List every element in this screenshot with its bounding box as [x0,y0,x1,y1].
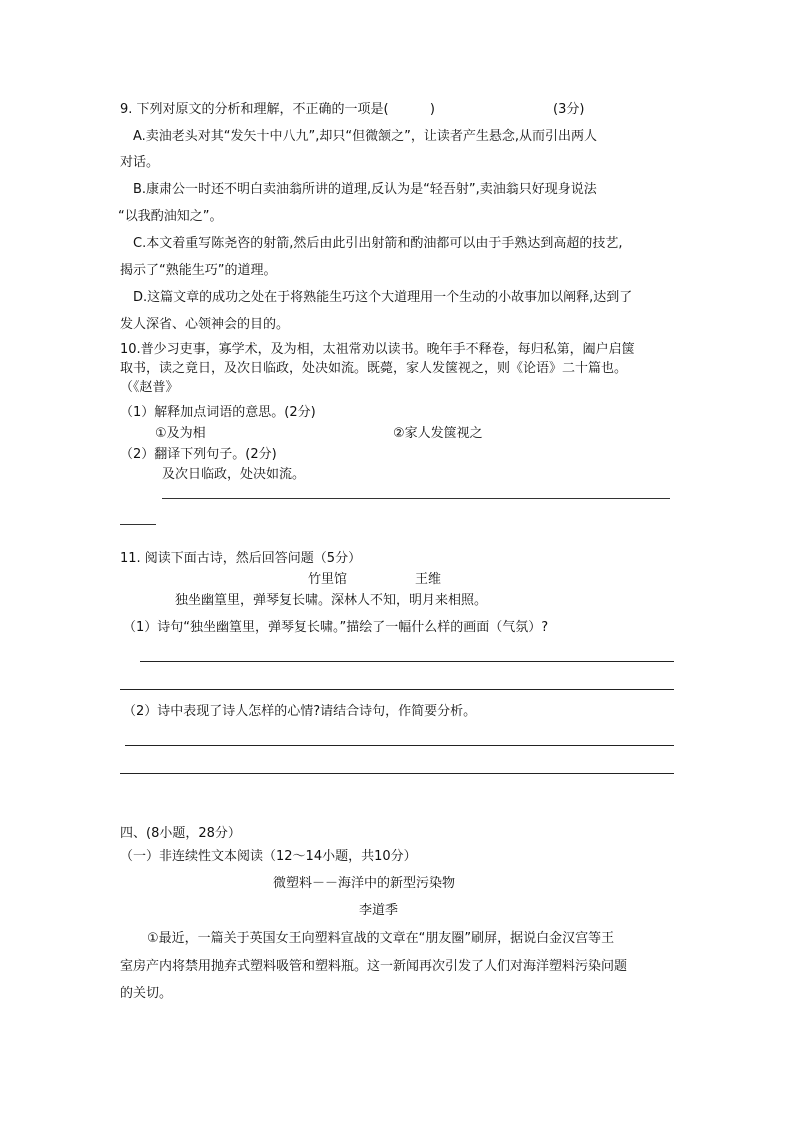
section4-heading: 四、(8小题，28分） [120,826,241,841]
q9-option-b-cont: “以我酌油知之”。 [118,209,223,224]
q9-option-a: A.卖油老头对其“发矢十中八九”,却只“但微颔之”，让读者产生悬念,从而引出两人 [133,129,598,144]
q11-sub2: （2）诗中表现了诗人怎样的心情?请结合诗句，作简要分析。 [123,704,477,719]
q10-passage: 10.普少习吏事，寡学术，及为相，太祖常劝以读书。晚年手不释卷，每归私第，阖户启箧 [120,342,635,357]
article-title: 微塑料－－海洋中的新型污染物 [273,876,456,891]
poem-title: 竹里馆 [308,572,348,587]
q11-sub1-answer-line-1 [140,661,674,662]
article-paragraph-1-cont: 室房产内将禁用抛弃式塑料吸管和塑料瓶。这一新闻再次引发了人们对海洋塑料污染问题 [120,959,628,974]
q9-option-b: B.康肃公一时还不明白卖油翁所讲的道理,反认为是“轻吾射”,卖油翁只好现身说法 [133,182,597,197]
article-author: 李道季 [359,903,399,918]
poem-author: 王维 [415,572,442,587]
q10-source: （《赵普》 [120,380,179,395]
q9-option-c-cont: 揭示了“熟能生巧”的道理。 [120,263,277,278]
q9-score: (3分) [553,102,585,117]
q11-sub1-answer-line-2 [120,689,674,690]
q9-stem: 9. 下列对原文的分析和理解，不正确的一项是( ) [120,102,436,117]
section4-part1: （一）非连续性文本阅读（12～14小题，共10分） [120,849,417,864]
q10-sub1-item-a: ①及为相 [155,426,206,441]
poem-body: 独坐幽篁里，弹琴复长啸。深林人不知，明月来相照。 [175,593,488,608]
q10-sub2: （2）翻译下列句子。(2分) [120,447,277,462]
article-paragraph-1: ①最近，一篇关于英国女王向塑料宣战的文章在“朋友圈”刷屏，据说白金汉宫等王 [147,931,615,946]
q10-answer-line [162,498,670,499]
q11-sub2-answer-line-2 [120,773,674,774]
q9-option-d-cont: 发人深省、心领神会的目的。 [120,317,290,332]
q9-option-c: C.本文着重写陈尧咨的射箭,然后由此引出射箭和酌油都可以由于手熟达到高超的技艺, [133,236,623,251]
q9-option-a-cont: 对话。 [120,155,160,170]
q9-option-d: D.这篇文章的成功之处在于将熟能生巧这个大道理用一个生动的小故事加以阐释,达到了 [133,290,633,305]
q11-stem: 11. 阅读下面古诗，然后回答问题（5分） [120,551,362,566]
q10-answer-line-cont [120,524,156,525]
q11-sub1: （1）诗句“独坐幽篁里，弹琴复长啸。”描绘了一幅什么样的画面（气氛）? [123,620,549,635]
q10-sub2-sentence: 及次日临政，处决如流。 [162,467,306,482]
q10-sub1-item-b: ②家人发箧视之 [393,426,483,441]
article-paragraph-1-end: 的关切。 [120,986,173,1001]
q10-passage-cont: 取书，读之竟日，及次日临政，处决如流。既薨，家人发箧视之，则《论语》二十篇也。 [120,361,628,376]
q10-sub1: （1）解释加点词语的意思。(2分) [120,405,316,420]
q11-sub2-answer-line-1 [125,745,674,746]
